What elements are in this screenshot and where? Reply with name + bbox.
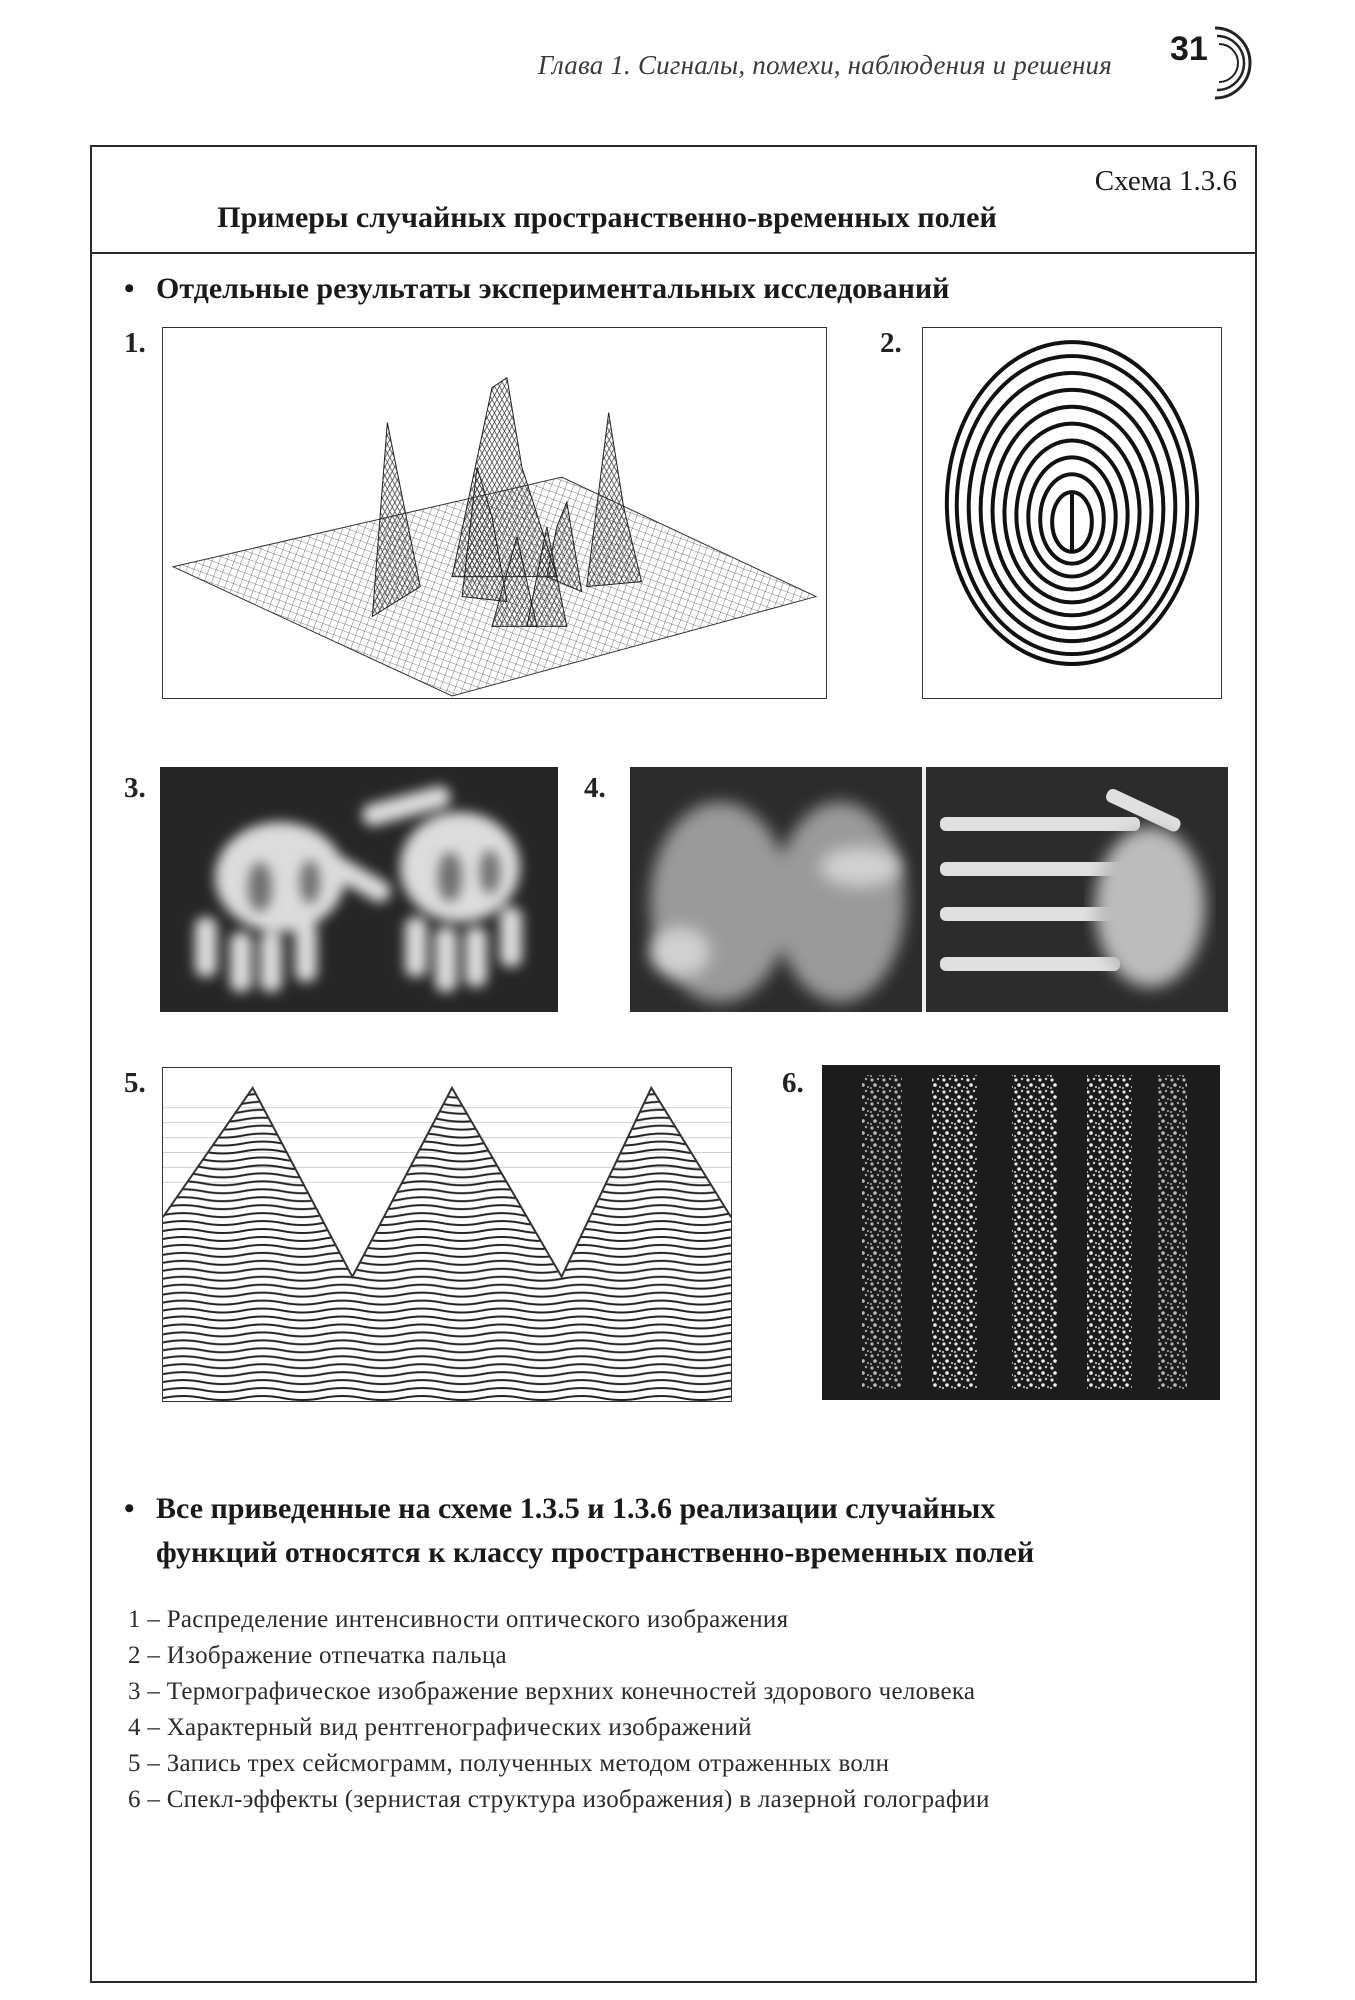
caption-1: 1 – Распределение интенсивности оптического изображения	[128, 1606, 789, 1633]
figure-4-xray-images	[630, 767, 1228, 1012]
caption-5: 5 – Запись трех сейсмограмм, полученных методом отраженных волн	[128, 1750, 890, 1777]
figure-2-fingerprint	[922, 327, 1222, 699]
figure-3-number: 3.	[124, 772, 146, 804]
summary-statement	[124, 1487, 1224, 1575]
bullet-icon: •	[124, 1492, 135, 1525]
figure-6-number: 6.	[782, 1067, 804, 1099]
caption-4: 4 – Характерный вид рентгенографических изображений	[128, 1714, 752, 1741]
bullet-icon: •	[124, 272, 135, 305]
running-head: Глава 1. Сигналы, помехи, наблюдения и решения	[537, 50, 1112, 80]
caption-6: 6 – Спекл-эффекты (зернистая структура изображения) в лазерной голографии	[128, 1786, 990, 1813]
figure-5-seismograms	[162, 1067, 732, 1402]
figure-5-number: 5.	[124, 1067, 146, 1099]
scheme-header	[92, 147, 1255, 254]
scheme-label: Схема 1.3.6	[1094, 165, 1237, 197]
figure-1-intensity-surface	[162, 327, 827, 699]
figure-3-thermographic-hands	[160, 767, 558, 1012]
figure-4-number: 4.	[584, 772, 606, 804]
caption-3: 3 – Термографическое изображение верхних конечностей здорового человека	[128, 1678, 976, 1705]
summary-line-1: Все приведенные на схеме 1.3.5 и 1.3.6 реализации случайных	[156, 1492, 996, 1525]
figure-1-number: 1.	[124, 327, 146, 359]
page-number: 31	[1170, 30, 1208, 68]
figure-6-laser-speckle	[822, 1065, 1220, 1400]
scheme-title: Примеры случайных пространственно-временных полей	[217, 201, 997, 234]
scheme-frame	[90, 145, 1257, 1983]
figure-2-number: 2.	[880, 327, 902, 359]
figure-captions	[128, 1602, 1238, 1818]
section-heading	[124, 272, 949, 306]
summary-line-2: функций относятся к классу пространственно-временных полей	[156, 1536, 1035, 1569]
caption-2: 2 – Изображение отпечатка пальца	[128, 1642, 507, 1669]
section-heading-text: Отдельные результаты экспериментальных исследований	[156, 272, 950, 305]
